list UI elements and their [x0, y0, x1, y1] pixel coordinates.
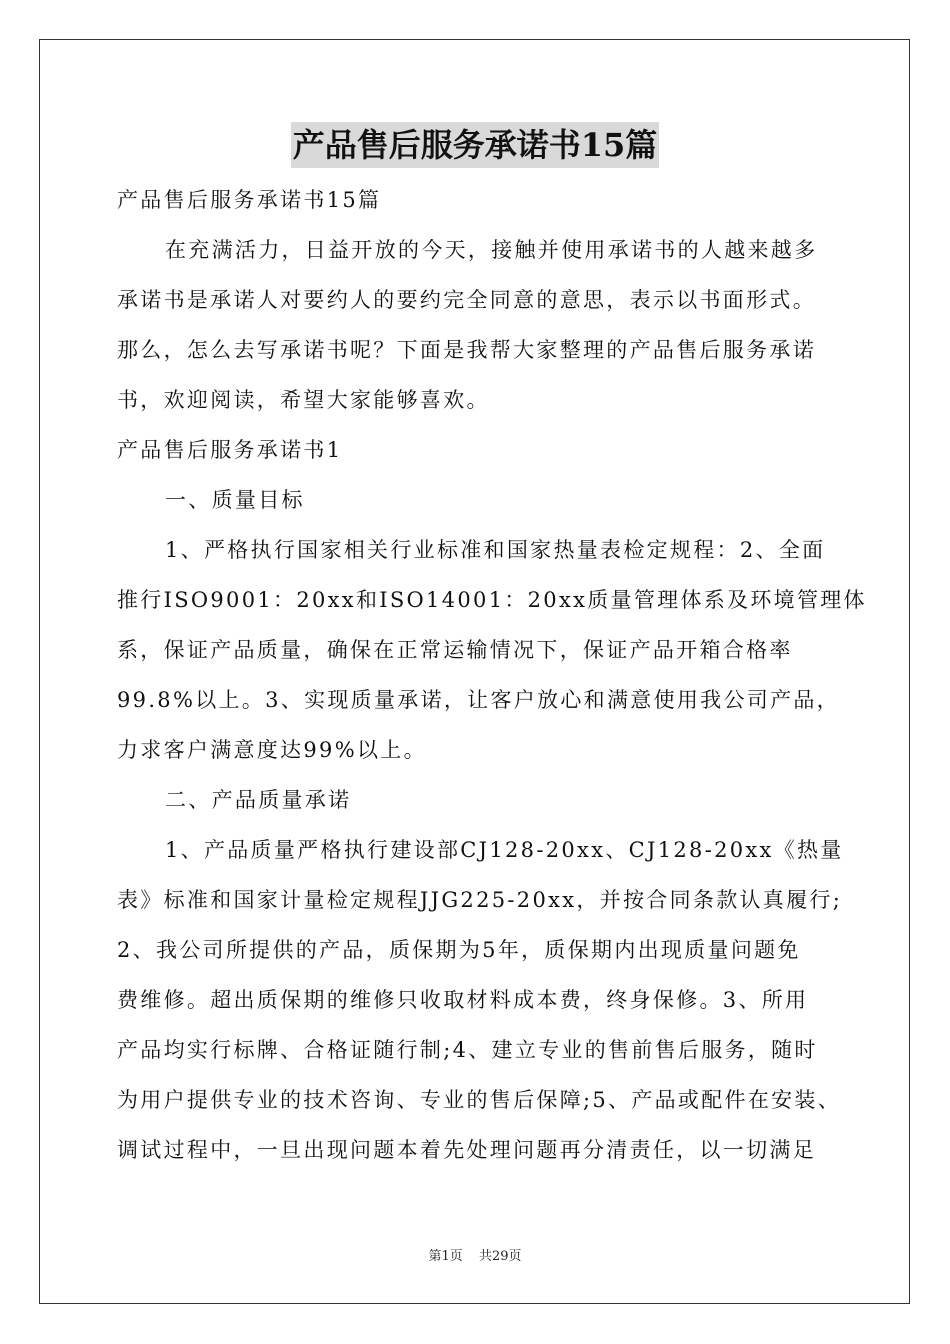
- body-line: 1、产品质量严格执行建设部CJ128-20xx、CJ128-20xx《热量: [165, 838, 844, 862]
- document-title: 产品售后服务承诺书15篇: [291, 122, 660, 168]
- body-line: 承诺书是承诺人对要约人的要约完全同意的意思，表示以书面形式。: [117, 288, 816, 312]
- subsection-heading: 一、质量目标: [165, 488, 305, 512]
- body-line: 产品均实行标牌、合格证随行制;4、建立专业的售前售后服务，随时: [117, 1038, 818, 1062]
- page-footer: [0, 1248, 950, 1266]
- body-line: 书，欢迎阅读，希望大家能够喜欢。: [117, 388, 490, 412]
- subsection-heading: 二、产品质量承诺: [165, 788, 352, 812]
- body-line: 费维修。超出质保期的维修只收取材料成本费，终身保修。3、所用: [117, 988, 809, 1012]
- page-total: 共29页: [478, 1249, 522, 1264]
- body-line: 系，保证产品质量，确保在正常运输情况下，保证产品开箱合格率: [117, 638, 793, 662]
- title-wrap: [0, 122, 950, 168]
- body-line: 力求客户满意度达99%以上。: [117, 738, 427, 762]
- body-line: 推行ISO9001：20xx和ISO14001：20xx质量管理体系及环境管理体: [117, 588, 867, 612]
- section-heading: 产品售后服务承诺书1: [117, 438, 343, 462]
- body-line: 表》标准和国家计量检定规程JJG225-20xx，并按合同条款认真履行;: [117, 888, 843, 912]
- body-line: 99.8%以上。3、实现质量承诺，让客户放心和满意使用我公司产品，: [117, 688, 840, 712]
- page-number: 第1页: [428, 1249, 463, 1264]
- body-line: 1、严格执行国家相关行业标准和国家热量表检定规程：2、全面: [165, 538, 826, 562]
- body-line: 2、我公司所提供的产品，质保期为5年，质保期内出现质量问题免: [117, 938, 801, 962]
- body-line: 在充满活力，日益开放的今天，接触并使用承诺书的人越来越多: [165, 238, 818, 262]
- subtitle-line: 产品售后服务承诺书15篇: [117, 188, 382, 212]
- body-line: 那么，怎么去写承诺书呢？下面是我帮大家整理的产品售后服务承诺: [117, 338, 816, 362]
- body-line: 调试过程中，一旦出现问题本着先处理问题再分清责任，以一切满足: [117, 1138, 816, 1162]
- body-line: 为用户提供专业的技术咨询、专业的售后保障;5、产品或配件在安装、: [117, 1088, 842, 1112]
